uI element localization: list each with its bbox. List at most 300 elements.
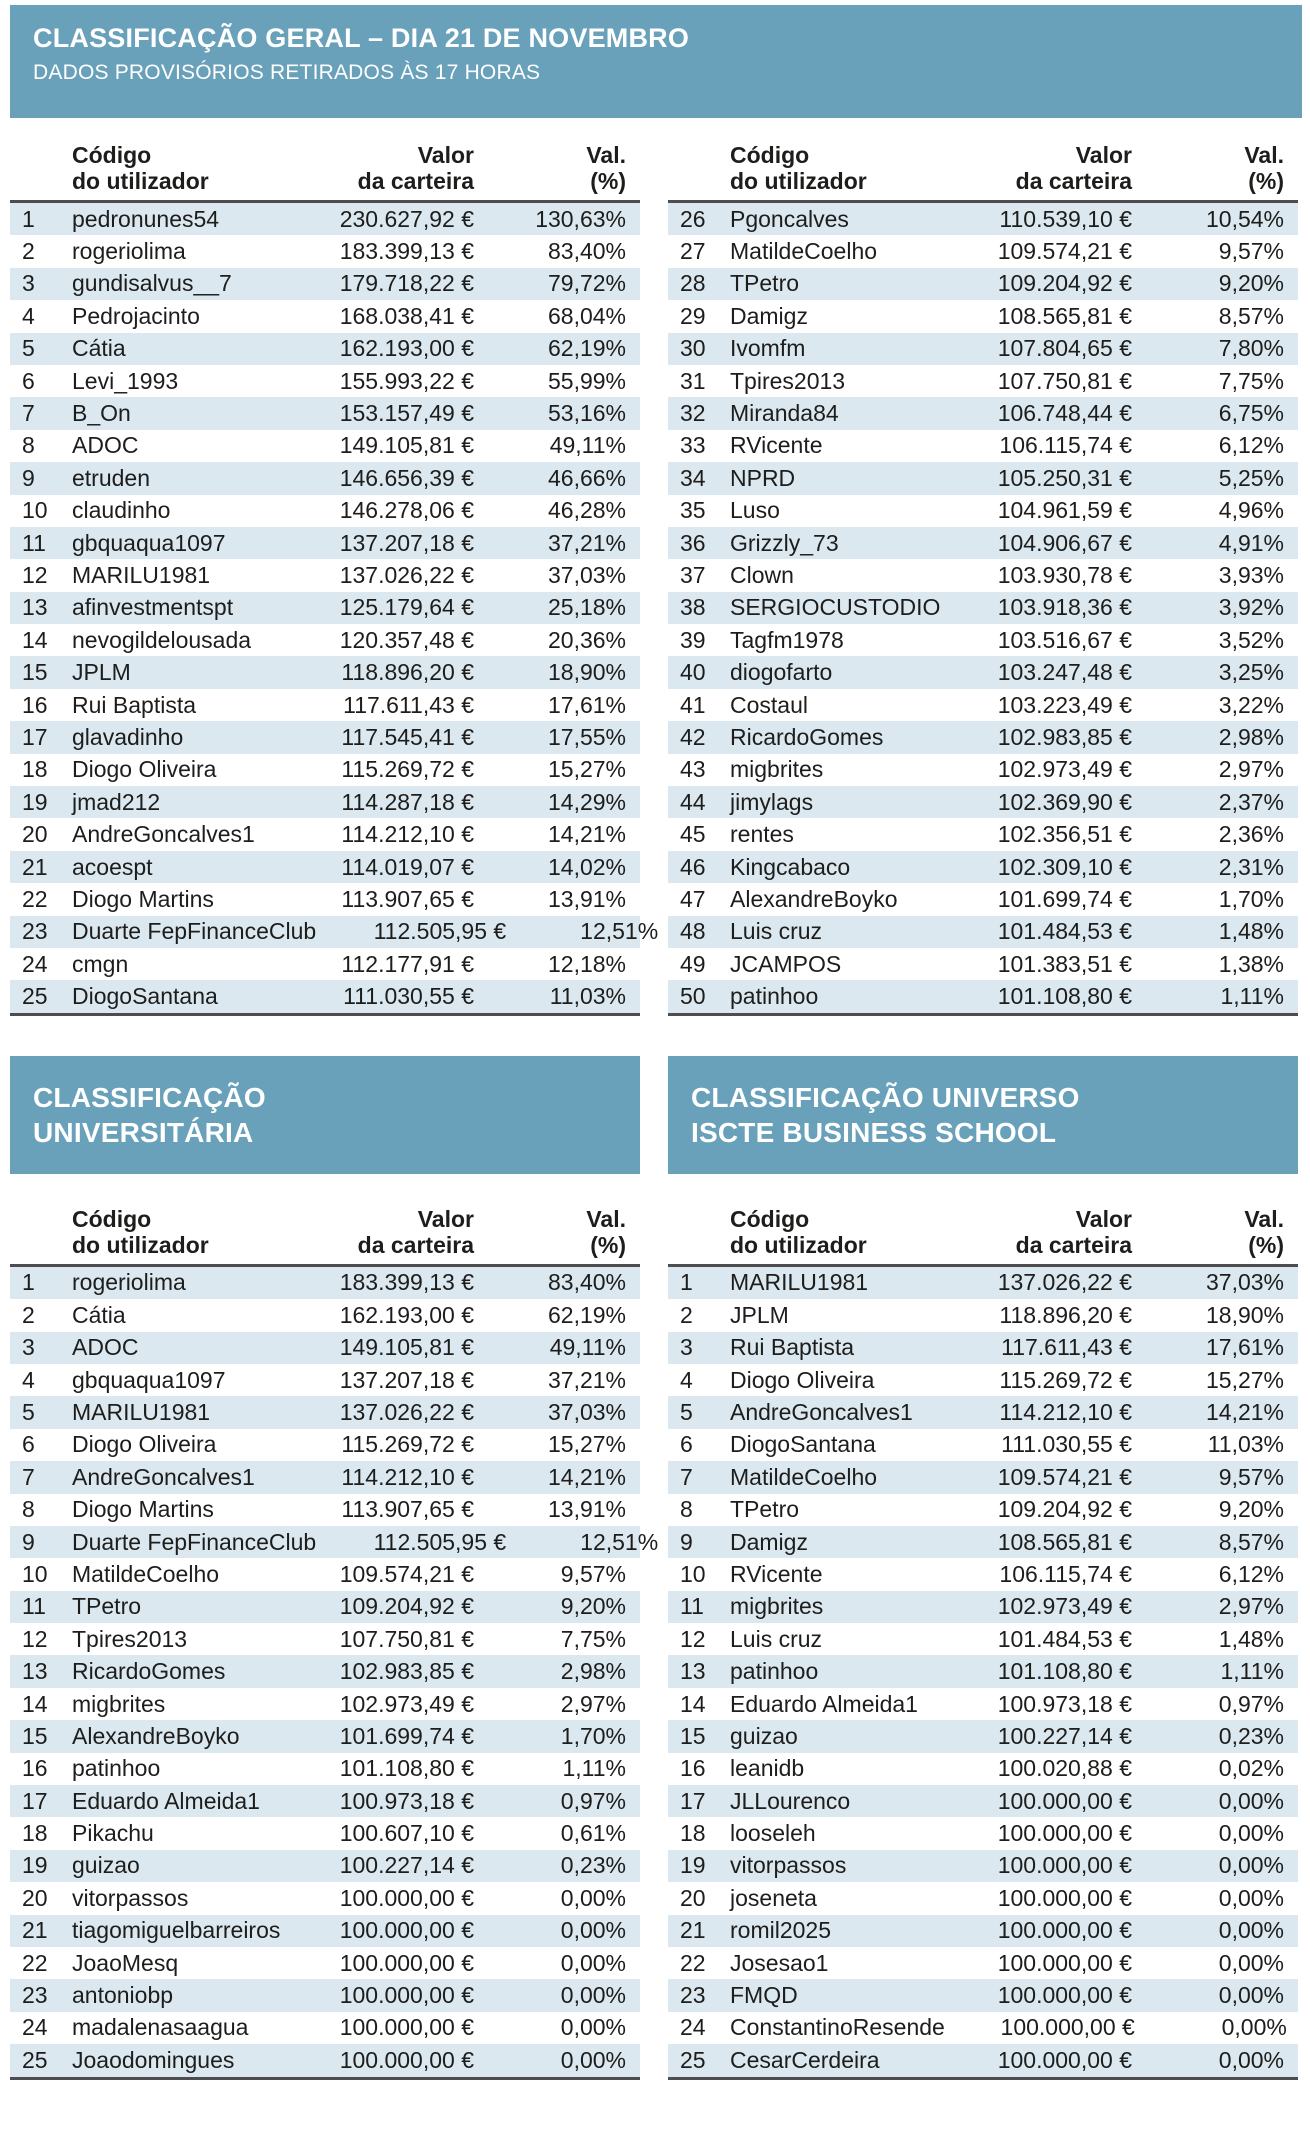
portfolio-value-cell: 114.212,10 € [341, 1463, 474, 1490]
rank-cell: 24 [22, 2014, 48, 2041]
portfolio-value-cell: 146.278,06 € [339, 497, 474, 524]
table-row [10, 883, 640, 915]
rank-cell: 8 [22, 1496, 35, 1523]
table-row [668, 1817, 1298, 1849]
username-cell: Tagfm1978 [730, 626, 844, 653]
table-row [668, 656, 1298, 688]
rank-cell: 14 [22, 1690, 48, 1717]
portfolio-value-cell: 109.574,21 € [997, 1463, 1132, 1490]
return-pct-cell: 4,96% [1218, 497, 1284, 524]
rank-cell: 19 [22, 788, 48, 815]
username-cell: AndreGoncalves1 [730, 1399, 913, 1426]
rank-cell: 2 [22, 238, 35, 265]
portfolio-value-cell: 100.000,00 € [997, 1852, 1132, 1879]
username-cell: ADOC [72, 1334, 139, 1361]
portfolio-value-cell: 162.193,00 € [339, 335, 474, 362]
return-pct-cell: 1,70% [560, 1722, 626, 1749]
return-pct-cell: 0,97% [560, 1787, 626, 1814]
username-cell: patinhoo [730, 1658, 819, 1685]
rank-cell: 41 [680, 691, 706, 718]
table-row [10, 1429, 640, 1461]
table-row [10, 1753, 640, 1785]
return-pct-cell: 6,12% [1218, 432, 1284, 459]
table-row [668, 1882, 1298, 1914]
rank-cell: 49 [680, 950, 706, 977]
pct-column-header [474, 142, 640, 194]
general-table-right [668, 118, 1298, 1016]
pct-header-line2: (%) [590, 168, 626, 194]
return-pct-cell: 62,19% [547, 1301, 626, 1328]
rank-cell: 18 [22, 756, 48, 783]
username-cell: B_On [72, 400, 131, 427]
table-row [10, 656, 640, 688]
portfolio-value-cell: 101.699,74 € [339, 1722, 474, 1749]
portfolio-value-cell: 101.484,53 € [997, 1625, 1132, 1652]
username-cell: pedronunes54 [72, 205, 220, 232]
user-header-line1: Código [730, 142, 810, 168]
portfolio-value-cell: 108.565,81 € [997, 1528, 1132, 1555]
value-column-header [284, 142, 474, 194]
username-cell: rogeriolima [72, 238, 186, 265]
table-row [668, 1623, 1298, 1655]
user-header-line1: Código [730, 1205, 810, 1232]
rank-cell: 2 [680, 1301, 693, 1328]
username-cell: Joaodomingues [72, 2046, 235, 2073]
rank-cell: 14 [22, 626, 48, 653]
rank-cell: 29 [680, 302, 706, 329]
username-cell: guizao [72, 1852, 140, 1879]
rank-cell: 31 [680, 367, 706, 394]
iscte-title-line2: ISCTE BUSINESS SCHOOL [691, 1116, 1057, 1148]
table-row [10, 203, 640, 235]
table-row [10, 462, 640, 494]
return-pct-cell: 12,18% [547, 950, 626, 977]
username-cell: jmad212 [72, 788, 161, 815]
page-title: CLASSIFICAÇÃO GERAL – DIA 21 DE NOVEMBRO [33, 23, 690, 53]
university-section [10, 1016, 659, 2080]
return-pct-cell: 2,97% [560, 1690, 626, 1717]
table-row [10, 1785, 640, 1817]
table-row [10, 1720, 640, 1752]
rank-cell: 7 [22, 400, 35, 427]
portfolio-value-cell: 137.026,22 € [997, 1269, 1132, 1296]
pct-header-line1: Val. [1244, 142, 1284, 168]
return-pct-cell: 15,27% [547, 756, 626, 783]
rank-cell: 9 [22, 1528, 35, 1555]
return-pct-cell: 3,93% [1218, 561, 1284, 588]
username-cell: vitorpassos [72, 1884, 189, 1911]
rank-cell: 20 [22, 821, 48, 848]
rank-cell: 13 [680, 1658, 706, 1685]
iscte-banner [668, 1056, 1298, 1174]
portfolio-value-cell: 100.227,14 € [997, 1722, 1132, 1749]
rank-cell: 39 [680, 626, 706, 653]
return-pct-cell: 0,61% [560, 1820, 626, 1847]
username-cell: Diogo Oliveira [72, 756, 217, 783]
portfolio-value-cell: 137.026,22 € [339, 561, 474, 588]
rank-cell: 22 [680, 1949, 706, 1976]
username-cell: RVicente [730, 432, 823, 459]
return-pct-cell: 17,55% [547, 723, 626, 750]
rank-cell: 34 [680, 464, 706, 491]
table-row [10, 592, 640, 624]
portfolio-value-cell: 109.574,21 € [339, 1560, 474, 1587]
username-cell: DiogoSantana [72, 983, 218, 1010]
return-pct-cell: 17,61% [1205, 1334, 1284, 1361]
table-row [668, 1558, 1298, 1590]
rank-cell: 43 [680, 756, 706, 783]
return-pct-cell: 2,97% [1218, 1593, 1284, 1620]
table-row [668, 916, 1298, 948]
rank-cell: 5 [22, 335, 35, 362]
rank-cell: 17 [680, 1787, 706, 1814]
username-cell: jimylags [730, 788, 814, 815]
username-cell: joseneta [730, 1884, 817, 1911]
username-cell: Tpires2013 [730, 367, 846, 394]
username-cell: romil2025 [730, 1917, 831, 1944]
portfolio-value-cell: 100.020,88 € [997, 1755, 1132, 1782]
portfolio-value-cell: 101.484,53 € [997, 918, 1132, 945]
username-cell: Pedrojacinto [72, 302, 200, 329]
user-header-line2: do utilizador [730, 1231, 867, 1258]
username-cell: RicardoGomes [72, 1658, 226, 1685]
return-pct-cell: 0,02% [1218, 1755, 1284, 1782]
return-pct-cell: 37,21% [547, 1366, 626, 1393]
value-header-line1: Valor [1075, 1205, 1132, 1232]
username-cell: JCAMPOS [730, 950, 842, 977]
table-row [668, 559, 1298, 591]
username-cell: DiogoSantana [730, 1431, 876, 1458]
table-row [668, 786, 1298, 818]
return-pct-cell: 1,11% [1220, 1658, 1284, 1685]
rank-cell: 6 [22, 1431, 35, 1458]
return-pct-cell: 3,92% [1218, 594, 1284, 621]
rank-cell: 21 [680, 1917, 706, 1944]
portfolio-value-cell: 183.399,13 € [339, 1269, 474, 1296]
portfolio-value-cell: 101.383,51 € [997, 950, 1132, 977]
table-row [668, 333, 1298, 365]
rank-cell: 21 [22, 853, 48, 880]
portfolio-value-cell: 102.983,85 € [997, 723, 1132, 750]
portfolio-value-cell: 112.505,95 € [373, 918, 507, 945]
return-pct-cell: 14,02% [547, 853, 626, 880]
return-pct-cell: 0,00% [1218, 1917, 1284, 1944]
portfolio-value-cell: 100.000,00 € [339, 2046, 474, 2073]
table-row [668, 268, 1298, 300]
portfolio-value-cell: 109.204,92 € [997, 1496, 1132, 1523]
return-pct-cell: 1,11% [1220, 983, 1284, 1010]
return-pct-cell: 37,03% [547, 561, 626, 588]
value-header-line1: Valor [417, 142, 474, 168]
pct-header-line1: Val. [586, 142, 626, 168]
rank-cell: 24 [680, 2014, 706, 2041]
rank-cell: 3 [680, 1334, 693, 1361]
table-row [668, 495, 1298, 527]
portfolio-value-cell: 111.030,55 € [1001, 1431, 1132, 1458]
portfolio-value-cell: 102.973,49 € [339, 1690, 474, 1717]
portfolio-value-cell: 137.026,22 € [339, 1399, 474, 1426]
portfolio-value-cell: 104.961,59 € [997, 497, 1132, 524]
username-cell: Rui Baptista [730, 1334, 855, 1361]
username-cell: Grizzly_73 [730, 529, 839, 556]
table-row [668, 1267, 1298, 1299]
username-cell: MARILU1981 [72, 1399, 211, 1426]
username-cell: rogeriolima [72, 1269, 186, 1296]
table-row [668, 1850, 1298, 1882]
table-row [10, 1850, 640, 1882]
username-cell: TPetro [72, 1593, 142, 1620]
table-row [668, 430, 1298, 462]
value-header-line2: da carteira [1015, 1231, 1132, 1258]
username-cell: CesarCerdeira [730, 2046, 880, 2073]
return-pct-cell: 10,54% [1205, 205, 1284, 232]
portfolio-value-cell: 114.019,07 € [341, 853, 474, 880]
rank-cell: 4 [22, 1366, 35, 1393]
portfolio-value-cell: 105.250,31 € [997, 464, 1132, 491]
username-cell: Cátia [72, 335, 126, 362]
table-row [668, 1526, 1298, 1558]
return-pct-cell: 62,19% [547, 335, 626, 362]
return-pct-cell: 3,52% [1218, 626, 1284, 653]
username-cell: Pikachu [72, 1820, 154, 1847]
username-cell: looseleh [730, 1820, 816, 1847]
portfolio-value-cell: 117.611,43 € [1001, 1334, 1132, 1361]
rank-cell: 19 [22, 1852, 48, 1879]
username-cell: vitorpassos [730, 1852, 847, 1879]
portfolio-value-cell: 146.656,39 € [339, 464, 474, 491]
portfolio-value-cell: 101.108,80 € [997, 983, 1132, 1010]
university-rows [10, 1267, 659, 2080]
rank-cell: 11 [22, 1593, 46, 1620]
return-pct-cell: 13,91% [547, 885, 626, 912]
return-pct-cell: 0,00% [1221, 2014, 1287, 2041]
username-cell: AlexandreBoyko [730, 885, 898, 912]
rank-cell: 23 [680, 1982, 706, 2009]
table-row [668, 2012, 1298, 2044]
return-pct-cell: 130,63% [535, 205, 626, 232]
return-pct-cell: 49,11% [549, 1334, 626, 1361]
table-row [10, 1817, 640, 1849]
rank-cell: 18 [22, 1820, 48, 1847]
table-row [668, 1979, 1298, 2011]
table-row [10, 1396, 640, 1428]
rank-cell: 1 [22, 205, 35, 232]
user-column-header [730, 1206, 942, 1258]
table-row [10, 1688, 640, 1720]
username-cell: Kingcabaco [730, 853, 851, 880]
portfolio-value-cell: 100.000,00 € [339, 1884, 474, 1911]
portfolio-value-cell: 100.000,00 € [997, 1820, 1132, 1847]
portfolio-value-cell: 101.108,80 € [997, 1658, 1132, 1685]
table-row [10, 235, 640, 267]
return-pct-cell: 0,00% [1218, 1982, 1284, 2009]
portfolio-value-cell: 107.804,65 € [997, 335, 1132, 362]
main-banner [10, 5, 1302, 118]
pct-header-line1: Val. [1244, 1205, 1284, 1232]
username-cell: Diogo Martins [72, 885, 214, 912]
return-pct-cell: 6,12% [1218, 1560, 1284, 1587]
value-header-line2: da carteira [357, 168, 474, 194]
rank-cell: 11 [680, 1593, 704, 1620]
rank-cell: 20 [22, 1884, 48, 1911]
table-row [10, 1915, 640, 1947]
rank-cell: 44 [680, 788, 706, 815]
return-pct-cell: 12,51% [580, 1528, 659, 1555]
portfolio-value-cell: 118.896,20 € [341, 659, 474, 686]
rank-cell: 30 [680, 335, 706, 362]
return-pct-cell: 14,29% [547, 788, 626, 815]
rank-cell: 9 [680, 1528, 693, 1555]
rank-cell: 1 [680, 1269, 693, 1296]
user-column-header [72, 142, 284, 194]
table-row [668, 948, 1298, 980]
table-row [668, 721, 1298, 753]
rank-cell: 12 [22, 561, 48, 588]
rank-cell: 36 [680, 529, 706, 556]
rank-cell: 32 [680, 400, 706, 427]
pct-column-header [1132, 142, 1298, 194]
table-row [668, 1785, 1298, 1817]
portfolio-value-cell: 113.907,65 € [341, 885, 474, 912]
username-cell: Rui Baptista [72, 691, 197, 718]
portfolio-value-cell: 109.574,21 € [997, 238, 1132, 265]
portfolio-value-cell: 102.983,85 € [339, 1658, 474, 1685]
user-header-line1: Código [72, 142, 152, 168]
portfolio-value-cell: 112.177,91 € [341, 950, 474, 977]
table-row [10, 495, 640, 527]
portfolio-value-cell: 111.030,55 € [343, 983, 474, 1010]
return-pct-cell: 37,21% [547, 529, 626, 556]
university-title-line2: UNIVERSITÁRIA [33, 1116, 254, 1148]
portfolio-value-cell: 117.545,41 € [341, 723, 474, 750]
general-table-left [10, 118, 659, 1016]
table-row [668, 754, 1298, 786]
rank-cell: 50 [680, 983, 706, 1010]
rank-cell: 17 [22, 1787, 48, 1814]
table-row [668, 2044, 1298, 2076]
rank-cell: 13 [22, 594, 48, 621]
iscte-rows [668, 1267, 1298, 2080]
return-pct-cell: 0,00% [560, 1982, 626, 2009]
portfolio-value-cell: 100.000,00 € [1000, 2014, 1135, 2041]
rank-cell: 3 [22, 270, 35, 297]
table-row [668, 1947, 1298, 1979]
username-cell: migbrites [730, 756, 824, 783]
username-cell: Eduardo Almeida1 [72, 1787, 260, 1814]
rank-cell: 19 [680, 1852, 706, 1879]
rank-cell: 7 [22, 1463, 35, 1490]
user-header-line1: Código [72, 1205, 152, 1232]
secondary-classifications [10, 1016, 1298, 2080]
portfolio-value-cell: 102.356,51 € [997, 821, 1132, 848]
username-cell: Josesao1 [730, 1949, 829, 1976]
return-pct-cell: 37,03% [547, 1399, 626, 1426]
table-row [10, 980, 640, 1012]
return-pct-cell: 2,36% [1218, 821, 1284, 848]
portfolio-value-cell: 100.000,00 € [339, 1982, 474, 2009]
return-pct-cell: 0,23% [560, 1852, 626, 1879]
user-column-header [72, 1206, 284, 1258]
username-cell: MARILU1981 [730, 1269, 869, 1296]
table-row [10, 527, 640, 559]
portfolio-value-cell: 108.565,81 € [997, 302, 1132, 329]
rank-cell: 25 [22, 2046, 48, 2073]
username-cell: glavadinho [72, 723, 184, 750]
table-row [10, 430, 640, 462]
table-row [10, 786, 640, 818]
table-row [10, 1364, 640, 1396]
table-row [668, 1396, 1298, 1428]
username-cell: antoniobp [72, 1982, 174, 2009]
username-cell: Diogo Oliveira [730, 1366, 875, 1393]
table-row [668, 1720, 1298, 1752]
value-column-header [942, 142, 1132, 194]
username-cell: gundisalvus__7 [72, 270, 232, 297]
table-row [10, 1655, 640, 1687]
username-cell: migbrites [72, 1690, 166, 1717]
username-cell: Luis cruz [730, 1625, 823, 1652]
portfolio-value-cell: 104.906,67 € [997, 529, 1132, 556]
return-pct-cell: 8,57% [1218, 1528, 1284, 1555]
user-header-line2: do utilizador [730, 168, 867, 194]
return-pct-cell: 0,00% [1218, 1787, 1284, 1814]
username-cell: Levi_1993 [72, 367, 179, 394]
portfolio-value-cell: 100.000,00 € [997, 1949, 1132, 1976]
table-row [668, 1429, 1298, 1461]
username-cell: ConstantinoResende [730, 2014, 945, 2041]
pct-column-header [474, 1206, 640, 1258]
return-pct-cell: 6,75% [1218, 400, 1284, 427]
return-pct-cell: 2,98% [1218, 723, 1284, 750]
return-pct-cell: 15,27% [1205, 1366, 1284, 1393]
table-row [10, 689, 640, 721]
portfolio-value-cell: 103.918,36 € [997, 594, 1132, 621]
username-cell: leanidb [730, 1755, 805, 1782]
return-pct-cell: 53,16% [547, 400, 626, 427]
return-pct-cell: 17,61% [547, 691, 626, 718]
portfolio-value-cell: 101.699,74 € [997, 885, 1132, 912]
rank-cell: 21 [22, 1917, 48, 1944]
return-pct-cell: 68,04% [547, 302, 626, 329]
portfolio-value-cell: 102.973,49 € [997, 756, 1132, 783]
table-row [668, 462, 1298, 494]
username-cell: TPetro [730, 270, 800, 297]
portfolio-value-cell: 107.750,81 € [339, 1625, 474, 1652]
portfolio-value-cell: 102.973,49 € [997, 1593, 1132, 1620]
return-pct-cell: 0,00% [1218, 2046, 1284, 2073]
rank-cell: 5 [22, 1399, 35, 1426]
table-row [10, 1494, 640, 1526]
return-pct-cell: 5,25% [1218, 464, 1284, 491]
value-header-line1: Valor [417, 1205, 474, 1232]
rank-cell: 38 [680, 594, 706, 621]
return-pct-cell: 1,48% [1218, 918, 1284, 945]
table-row [10, 1267, 640, 1299]
return-pct-cell: 8,57% [1218, 302, 1284, 329]
rank-cell: 11 [22, 529, 46, 556]
return-pct-cell: 9,20% [1218, 1496, 1284, 1523]
username-cell: Damigz [730, 1528, 808, 1555]
return-pct-cell: 0,00% [560, 1917, 626, 1944]
portfolio-value-cell: 100.000,00 € [997, 1787, 1132, 1814]
username-cell: Clown [730, 561, 794, 588]
user-header-line2: do utilizador [72, 1231, 209, 1258]
rank-cell: 48 [680, 918, 706, 945]
table-row [10, 721, 640, 753]
table-row [668, 1299, 1298, 1331]
username-cell: Duarte FepFinanceClub [72, 918, 317, 945]
portfolio-value-cell: 106.748,44 € [997, 400, 1132, 427]
